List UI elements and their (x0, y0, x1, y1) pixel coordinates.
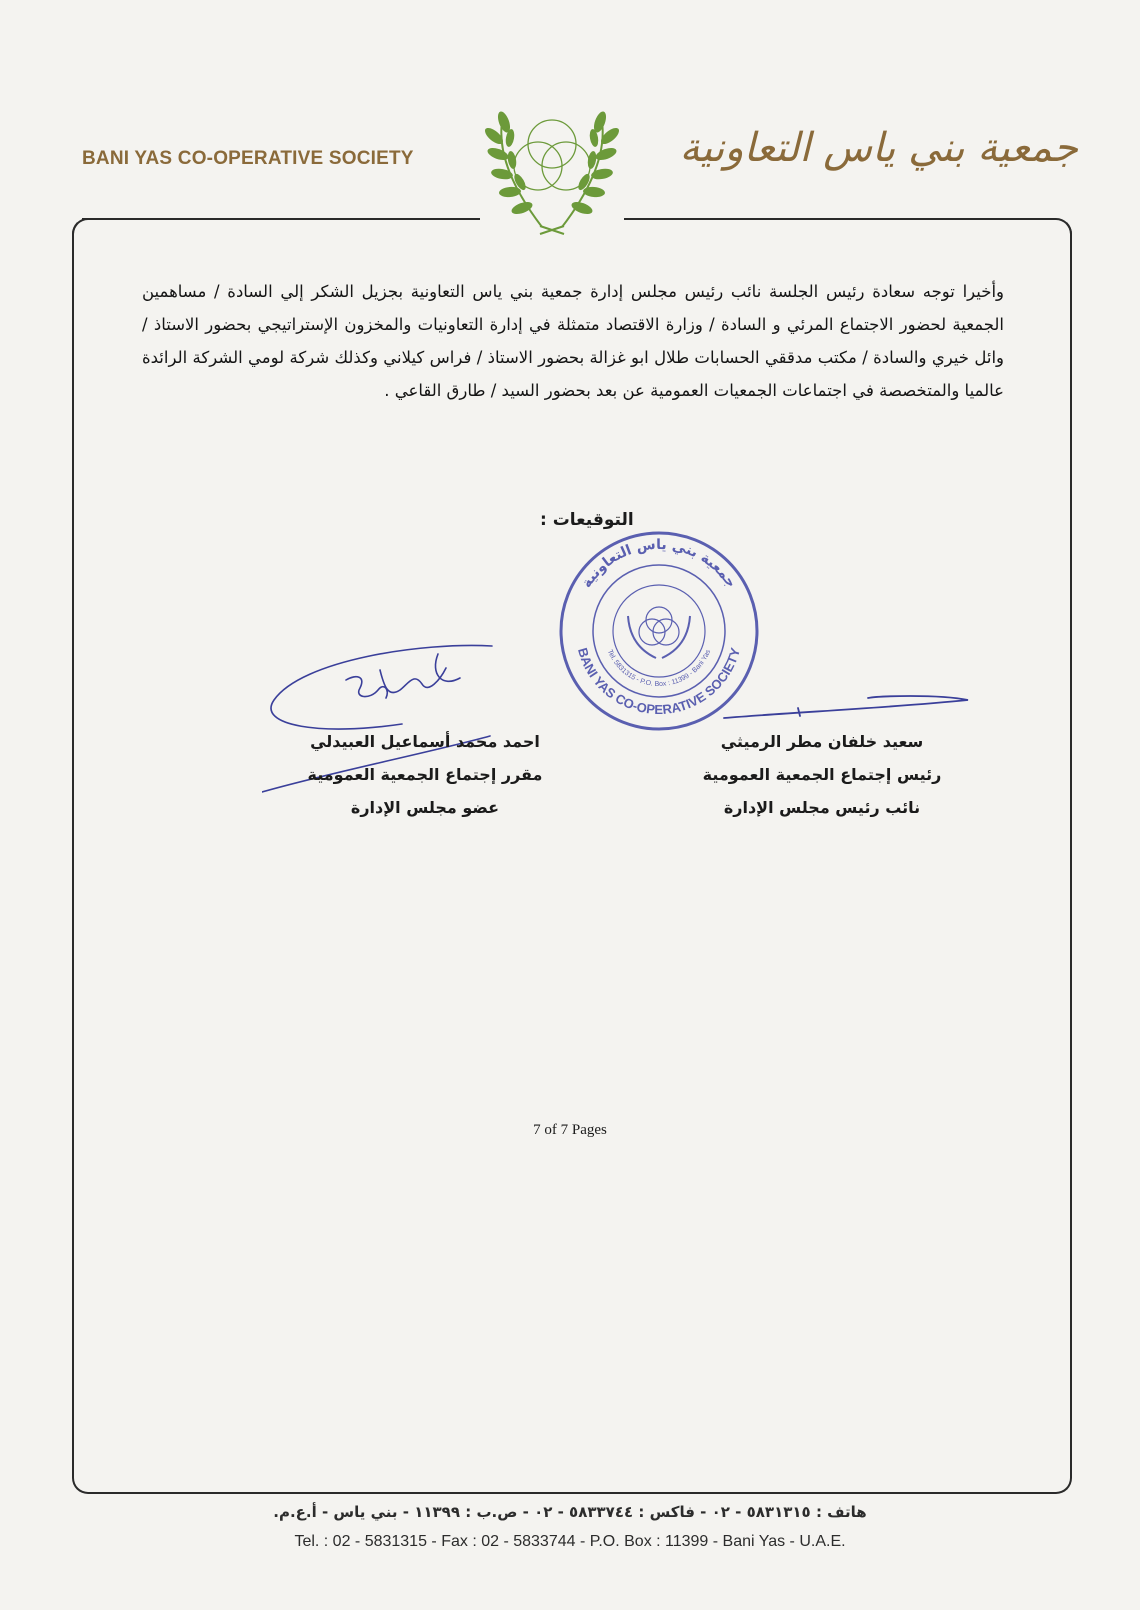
letterhead-arabic-name: جمعية بني ياس التعاونية (679, 125, 1078, 171)
page-frame (72, 218, 1072, 1494)
signatory-role: عضو مجلس الإدارة (350, 798, 500, 817)
signatures-heading: التوقيعات : (540, 510, 634, 530)
frame-corner-left (72, 218, 92, 238)
signatory-name: سعيد خلفان مطر الرميثي (720, 732, 924, 751)
footer-contact-arabic: هاتف : ٥٨٣١٣١٥ - ٠٢ - فاكس : ٥٨٣٣٧٤٤ - ٠٢ - ص.ب : ١١٣٩٩ - بني ياس - أ.ع.م. (273, 1503, 867, 1521)
footer-contact-english: Tel. : 02 - 5831315 - Fax : 02 - 5833744 - P.O. Box : 11399 - Bani Yas - U.A.E. (294, 1533, 846, 1550)
signatory-name: احمد محمد أسماعيل العبيدلي (310, 732, 540, 751)
closing-paragraph (142, 275, 1004, 407)
stamp-inner-text: Tel. 5831315 - P.O. Box : 11399 - Bani Yas (605, 648, 713, 689)
signature-block-right (692, 732, 952, 831)
stamp-ring-text-arabic: جمعية بني ياس التعاونية (578, 536, 740, 591)
frame-top-rule-right (624, 218, 1056, 220)
page-number: 7 of 7 Pages (533, 1122, 607, 1138)
paragraph-text: وأخيرا توجه سعادة رئيس الجلسة نائب رئيس مجلس إدارة جمعية بني ياس التعاونية بجزيل الشكر إلي السادة / مساهمين الجمعية لحضور الاجتماع المرئي و السادة / وزارة الاقتصاد متمثلة في إدارة التعاونيات والمخزون الإستراتيجي بحضور الاستاذ / وائل خيري والسادة / مكتب مدققي الحسابات طلال ابو غزالة بحضور الاستاذ / فراس كيلاني وكذلك شركة لومي الشركة الرائدة عالميا والمتخصصة في اجتماعات الجمعيات العمومية عن بعد بحضور السيد / طارق القاعي . (142, 282, 1004, 400)
signatory-role: مقرر إجتماع الجمعية العمومية (307, 765, 543, 784)
right-signature-icon (718, 688, 978, 728)
letterhead-english-name: BANI YAS CO-OPERATIVE SOCIETY (82, 148, 414, 169)
signature-block-left (290, 732, 560, 831)
frame-corner-right (1052, 218, 1072, 238)
signatory-role: نائب رئيس مجلس الإدارة (723, 798, 921, 817)
stamp-ring-text-english: BANI YAS CO-OPERATIVE SOCIETY (575, 646, 743, 717)
frame-top-rule-left (82, 218, 480, 220)
signatory-role: رئيس إجتماع الجمعية العمومية (702, 765, 942, 784)
